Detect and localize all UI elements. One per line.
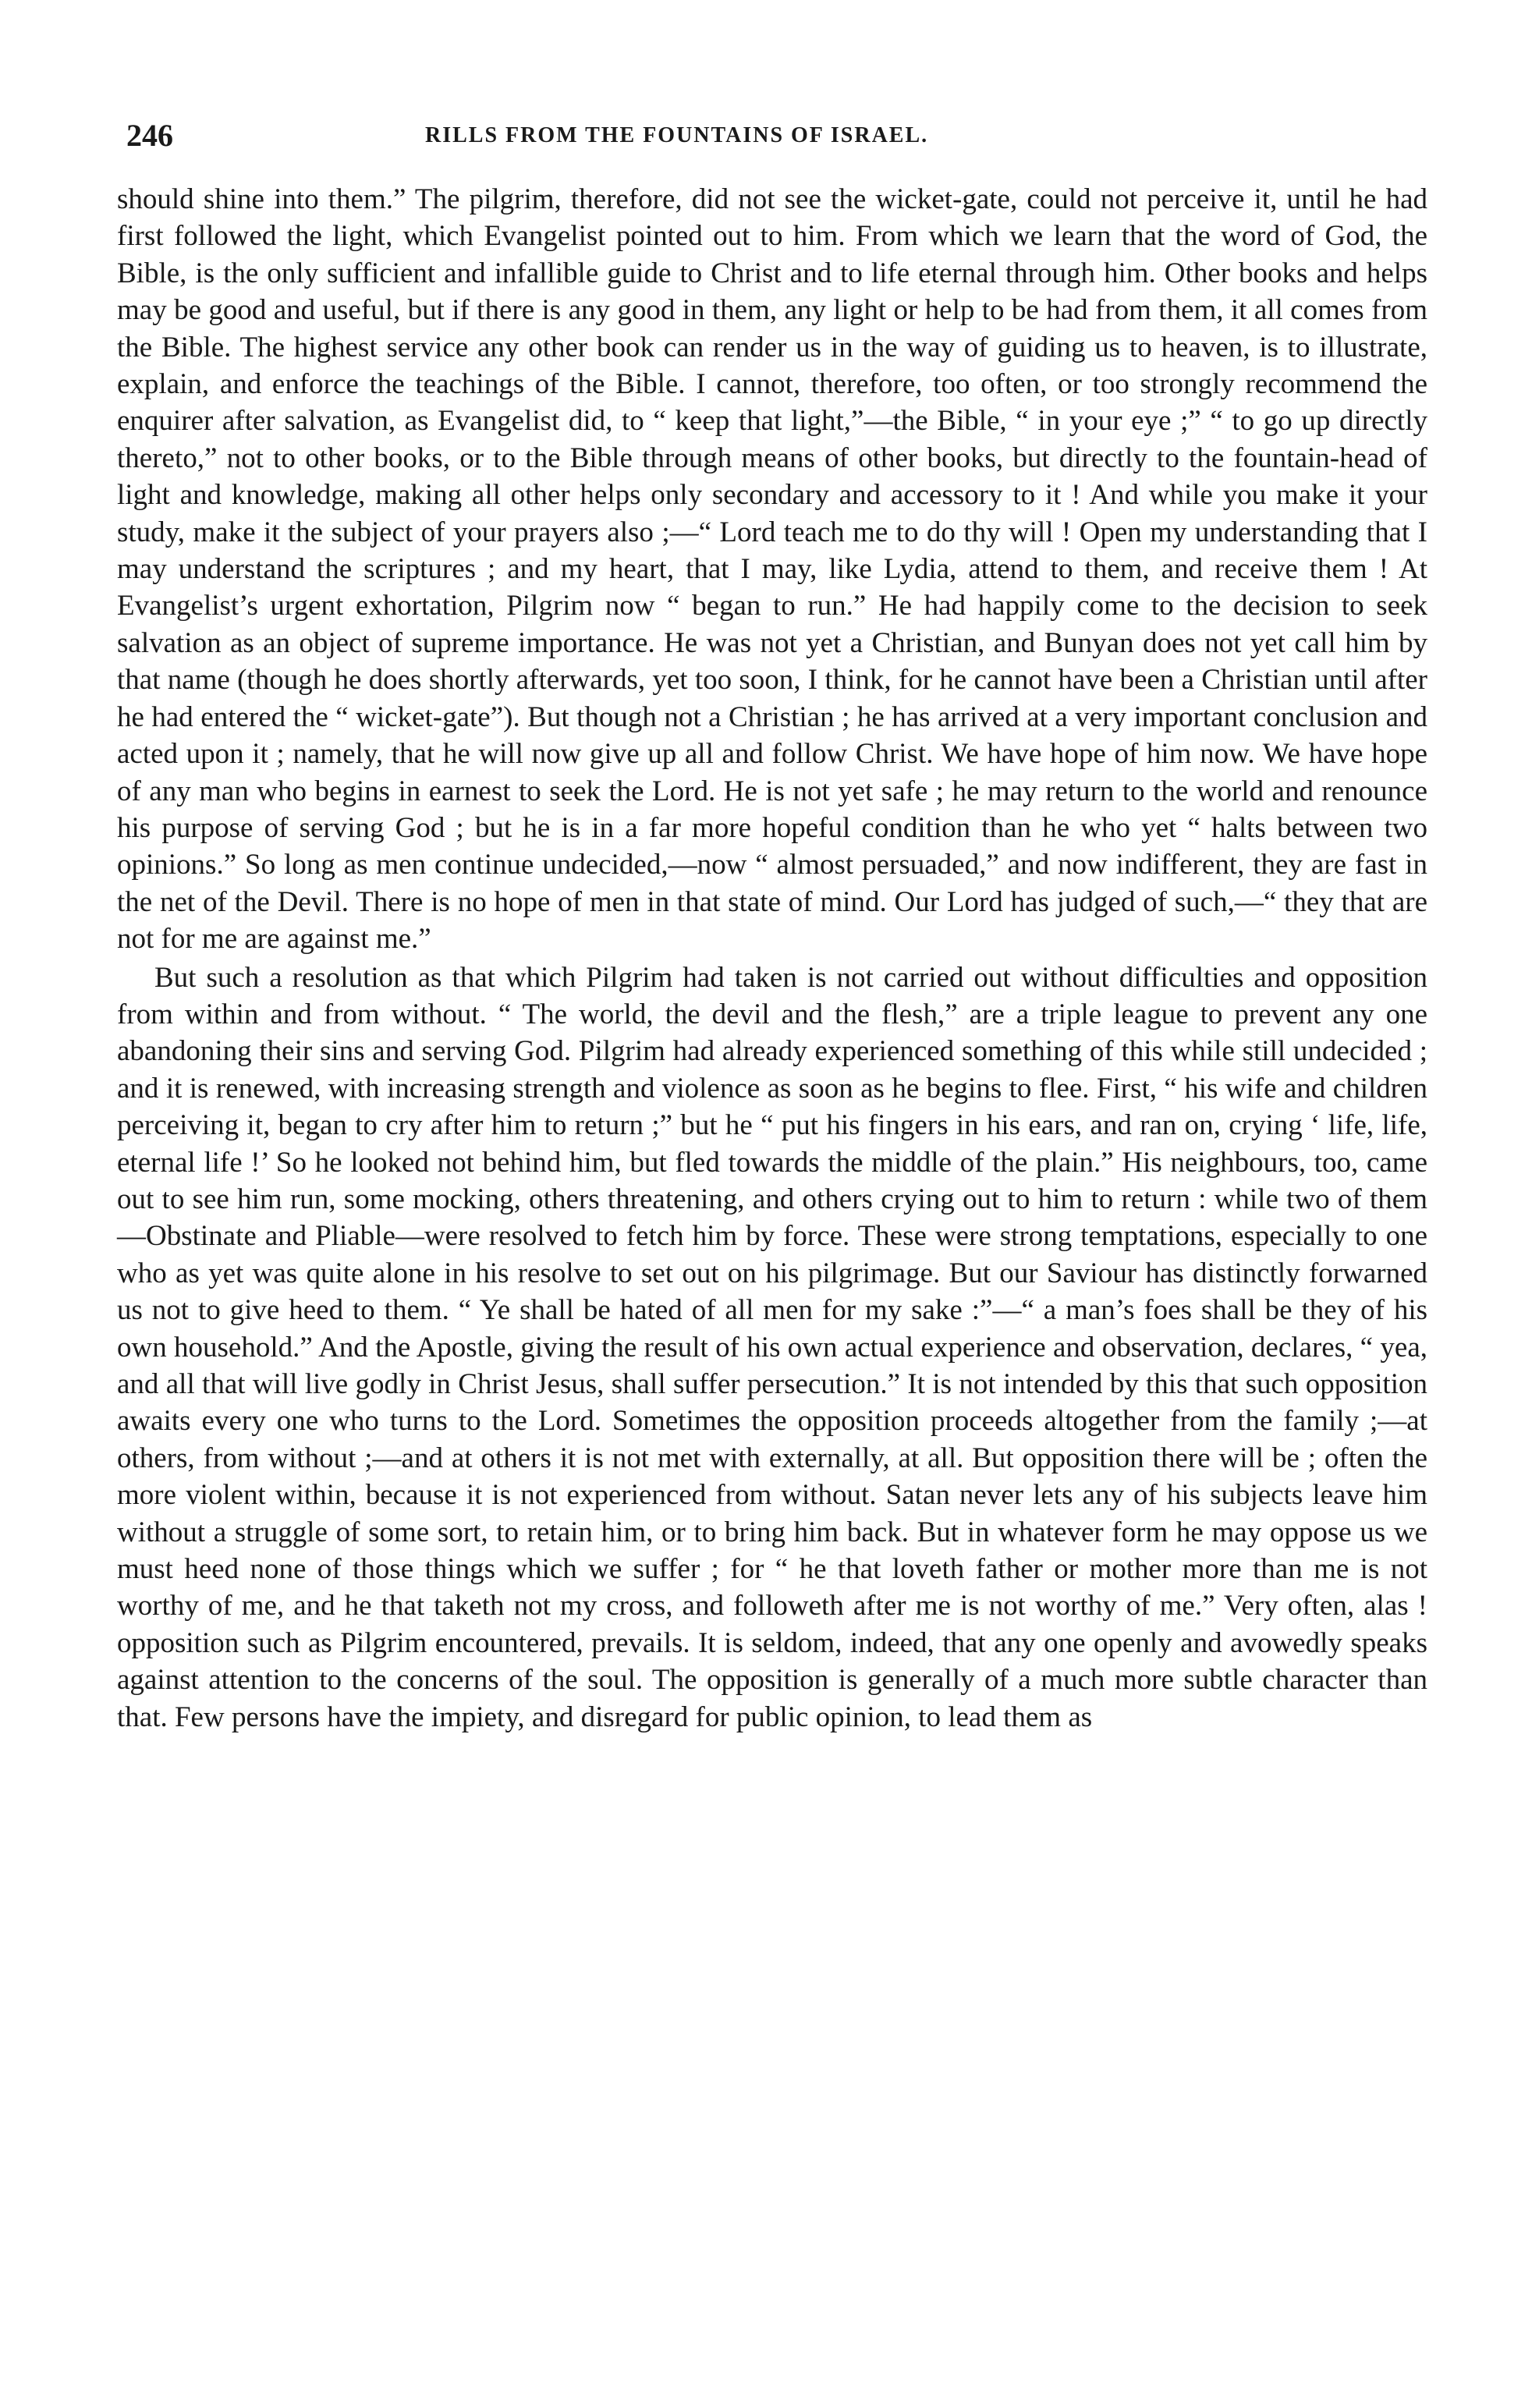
paragraph: But such a resolution as that which Pilgrim had taken is not carried out without difficulties and opposition from within and from without. “ The world, the devil and the flesh,” are a triple league to prevent any one abandoning their sins and serving God. Pilgrim had already experienced something of this while still undecided ; and it is renewed, with increasing strength and violence as soon as he begins to flee. First, “ his wife and children perceiving it, began to cry after him to return ;” but he “ put his fingers in his ears, and ran on, crying ‘ life, life, eternal life !’ So he looked not behind him, but fled towards the middle of the plain.” His neighbours, too, came out to see him run, some mocking, others threatening, and others crying out to him to return : while two of them—Obstinate and Pliable—were resolved to fetch him by force. These were strong temptations, especially to one who as yet was quite alone in his resolve to set out on his pilgrimage. But our Saviour has distinctly forwarned us not to give heed to them. “ Ye shall be hated of all men for my sake :”—“ a man’s foes shall be they of his own household.” And the Apostle, giving the result of his own actual experience and observation, declares, “ yea, and all that will live godly in Christ Jesus, shall suffer persecution.” It is not intended by this that such opposition awaits every one who turns to the Lord. Sometimes the opposition proceeds altogether from the family ;—at others, from without ;—and at others it is not met with externally, at all. But opposition there will be ; often the more violent within, because it is not experienced from without. Satan never lets any of his subjects leave him without a struggle of some sort, to retain him, or to bring him back. But in whatever form he may oppose us we must heed none of those things which we suffer ; for “ he that loveth father or mother more than me is not worthy of me, and he that taketh not my cross, and followeth after me is not worthy of me.” Very often, alas ! opposition such as Pilgrim encountered, prevails. It is seldom, indeed, that any one openly and avowedly speaks against attention to the concerns of the soul. The opposition is generally of a much more subtle character than that. Few persons have the impiety, and disregard for public opinion, to lead them as bbox=[117, 961, 1427, 1733]
paragraph: should shine into them.” The pilgrim, therefore, did not see the wicket-gate, could not perceive it, until he had first followed the light, which Evangelist pointed out to him. From which we learn that the word of God, the Bible, is the only sufficient and infallible guide to Christ and to life eternal through him. Other books and helps may be good and useful, but if there is any good in them, any light or help to be had from them, it all comes from the Bible. The highest service any other book can render us in the way of guiding us to heaven, is to illustrate, explain, and enforce the teachings of the Bible. I cannot, therefore, too often, or too strongly recommend the enquirer after salvation, as Evangelist did, to “ keep that light,”—the Bible, “ in your eye ;” “ to go up directly thereto,” not to other books, or to the Bible through means of other books, but directly to the fountain-head of light and knowledge, making all other helps only secondary and accessory to it ! And while you make it your study, make it the subject of your prayers also ;—“ Lord teach me to do thy will ! Open my understanding that I may understand the scriptures ; and my heart, that I may, like Lydia, attend to them, and receive them ! At Evangelist’s urgent exhortation, Pilgrim now “ began to run.” He had happily come to the decision to seek salvation as an object of supreme importance. He was not yet a Christian, and Bunyan does not yet call him by that name (though he does shortly afterwards, yet too soon, I think, for he cannot have been a Christian until after he had entered the “ wicket-gate”). But though not a Christian ; he has arrived at a very important conclusion and acted upon it ; namely, that he will now give up all and follow Christ. We have hope of him now. We have hope of any man who begins in earnest to seek the Lord. He is not yet safe ; he may return to the world and renounce his purpose of serving God ; but he is in a far more hopeful condition than he who yet “ halts between two opinions.” So long as men continue undecided,—now “ almost persuaded,” and now indifferent, they are fast in the net of the Devil. There is no hope of men in that state of mind. Our Lord has judged of such,—“ they that are not for me are against me.” bbox=[117, 183, 1427, 956]
page-number: 246 bbox=[126, 118, 173, 153]
running-title: RILLS FROM THE FOUNTAINS OF ISRAEL. bbox=[425, 123, 929, 147]
book-page bbox=[117, 117, 1427, 1736]
running-head bbox=[117, 117, 1427, 164]
body-text bbox=[117, 181, 1427, 1736]
